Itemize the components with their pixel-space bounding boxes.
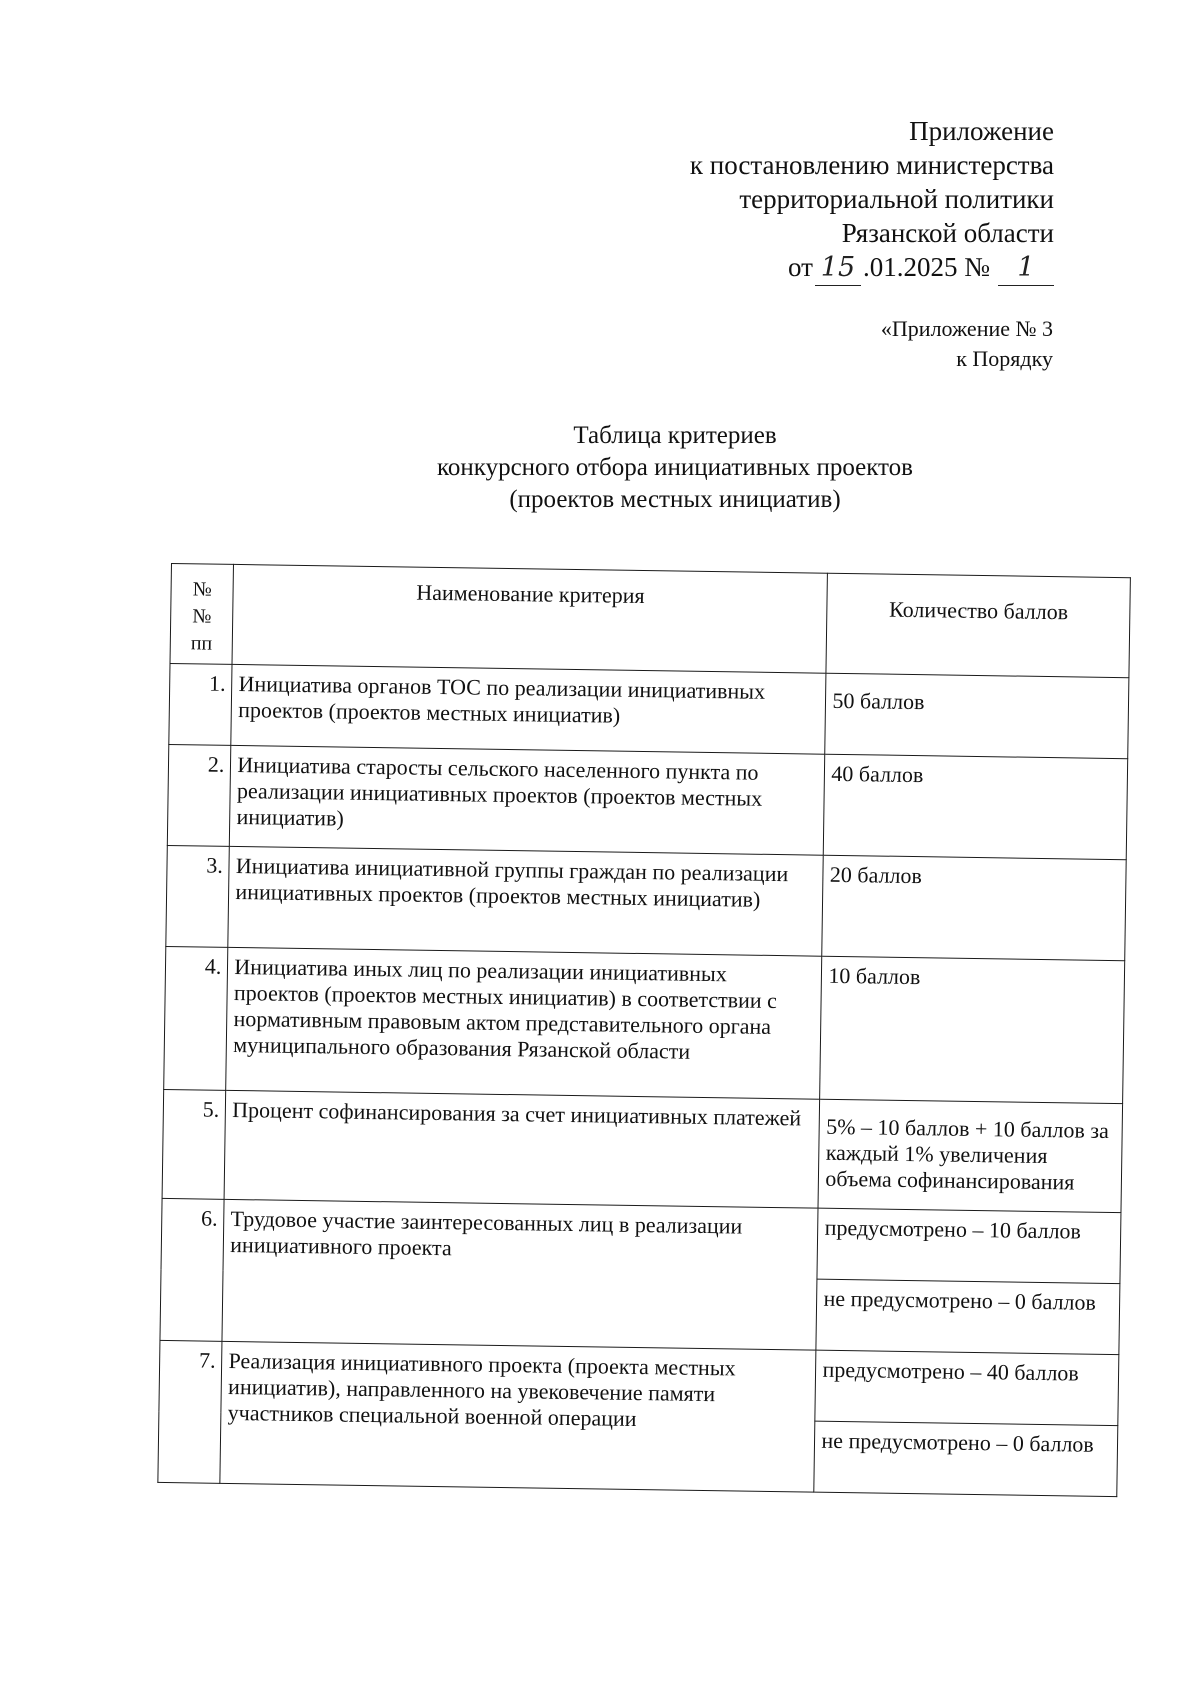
header-number	[170, 564, 234, 665]
order-ref-line-1: «Приложение № 3	[880, 316, 1053, 341]
table-row	[167, 744, 1127, 859]
table-row	[166, 845, 1126, 960]
table-row	[169, 663, 1129, 758]
criterion-score: 40 баллов	[824, 754, 1128, 859]
criterion-name: Инициатива органов ТОС по реализации инициативных проектов (проектов местных инициатив)	[231, 664, 826, 754]
appendix-line-1: Приложение	[909, 116, 1054, 146]
criterion-score-option-a: предусмотрено – 10 баллов	[817, 1208, 1121, 1283]
row-number: 3.	[166, 845, 230, 947]
criterion-score-option-a: предусмотрено – 40 баллов	[815, 1350, 1119, 1425]
order-ref-line-2: к Порядку	[956, 346, 1053, 371]
appendix-line-3: территориальной политики	[739, 184, 1054, 214]
handwritten-day: 15	[815, 251, 861, 286]
header-criterion-name: Наименование критерия	[232, 564, 828, 673]
date-prefix: от	[788, 252, 813, 282]
criterion-name: Инициатива иных лиц по реализации инициативных проектов (проектов местных инициатив) в соответствии с нормативным правовым актом представительного органа муниципального образования Рязанской области	[226, 947, 822, 1099]
criterion-name: Инициатива старосты сельского населенного пункта по реализации инициативных проектов (проектов местных инициатив)	[230, 745, 826, 855]
table-row	[162, 1089, 1123, 1212]
criterion-score: 10 баллов	[820, 956, 1125, 1103]
title-line-1: Таблица критериев	[573, 422, 777, 449]
document-title	[300, 420, 1050, 516]
header-num-line-2: №	[192, 605, 212, 628]
appendix-date-line	[690, 250, 1054, 286]
appendix-header	[690, 114, 1054, 286]
order-reference	[881, 314, 1053, 374]
criterion-score-option-b: не предусмотрено – 0 баллов	[814, 1421, 1118, 1496]
table-row	[159, 1340, 1119, 1425]
criterion-name: Процент софинансирования за счет инициативных платежей	[224, 1090, 820, 1208]
row-number: 2.	[167, 744, 231, 846]
table-header-row	[170, 564, 1130, 678]
handwritten-number: 1	[998, 251, 1054, 286]
header-score: Количество баллов	[826, 573, 1130, 677]
table-row	[161, 1198, 1121, 1283]
header-num-line-1: №	[192, 578, 213, 601]
criteria-table	[157, 563, 1131, 1497]
title-line-3: (проектов местных инициатив)	[509, 486, 841, 513]
criterion-name: Инициатива инициативной группы граждан по реализации инициативных проектов (проектов местных инициатив)	[228, 846, 824, 956]
criterion-score-option-b: не предусмотрено – 0 баллов	[816, 1279, 1120, 1354]
criterion-score: 5% – 10 баллов + 10 баллов за каждый 1% увеличения объема софинансирования	[818, 1099, 1122, 1212]
row-number: 6.	[160, 1198, 224, 1341]
title-line-2: конкурсного отбора инициативных проектов	[437, 454, 913, 481]
appendix-line-2: к постановлению министерства	[689, 150, 1054, 180]
header-num-line-3: пп	[190, 632, 213, 655]
table-row	[164, 946, 1125, 1103]
criterion-score: 50 баллов	[825, 673, 1129, 758]
date-rest: .01.2025 №	[862, 252, 990, 282]
row-number: 4.	[164, 946, 228, 1090]
row-number: 1.	[169, 663, 233, 745]
criterion-score: 20 баллов	[822, 855, 1126, 960]
criterion-name: Трудовое участие заинтересованных лиц в реализации инициативного проекта	[222, 1199, 818, 1350]
criterion-name: Реализация инициативного проекта (проекта местных инициатив), направленного на увековечение памяти участников специальной военной операции	[220, 1341, 816, 1492]
row-number: 5.	[162, 1089, 226, 1199]
appendix-line-4: Рязанской области	[841, 218, 1054, 248]
row-number: 7.	[158, 1340, 222, 1483]
